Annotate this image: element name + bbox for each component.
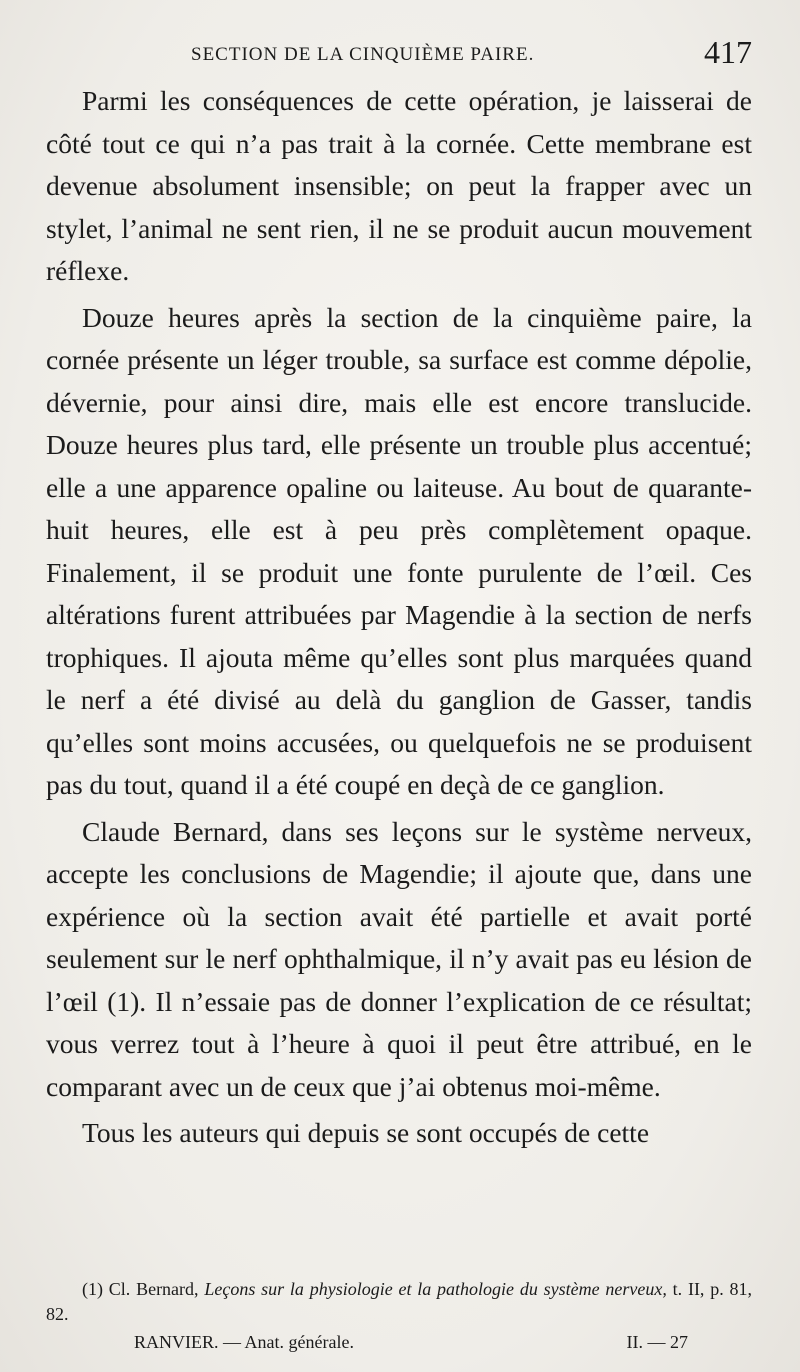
footnote — [46, 1277, 752, 1327]
gathering-mark: II. — 27 — [626, 1332, 688, 1352]
footnote-title: Leçons sur la physiologie et la pathologie du système nerveux, — [204, 1279, 667, 1299]
footnote-reference: t. II, p. 81, 82. — [46, 1279, 753, 1324]
body-text — [46, 80, 752, 1159]
paragraph: Tous les auteurs qui depuis se sont occupés de cette — [82, 1117, 650, 1148]
paragraph: Douze heures après la section de la cinquième paire, la cornée présente un léger trouble, sa surface est comme dépolie, dévernie, pour ainsi dire, mais elle est encore translucide. Douze heures plus tard, elle présente un trouble plus accentué; elle a une apparence opaline ou laiteuse. Au bout de quarante-huit heures, elle est à peu près complètement opaque. Finalement, il se produit une fonte purulente de l’œil. Ces altérations furent attribuées par Magendie à la section de nerfs trophiques. Il ajouta même qu’elles sont plus marquées quand le nerf a été divisé au delà du ganglion de Gasser, tandis qu’elles sont moins accusées, ou quelquefois ne se produisent pas du tout, quand il a été coupé en deçà de ce ganglion. — [46, 301, 752, 800]
footnote-marker: (1) Cl. Bernard, — [82, 1279, 199, 1299]
page-number: 417 — [704, 34, 752, 70]
signature-mark: RANVIER. — Anat. générale. — [134, 1332, 354, 1352]
page-footer — [134, 1332, 688, 1358]
paragraph: Claude Bernard, dans ses leçons sur le système nerveux, accepte les conclusions de Magendie; il ajoute que, dans une expérience où la section avait été partielle et avait porté seulement sur le nerf ophthalmique, il n’y avait pas eu lésion de l’œil (1). Il n’essaie pas de donner l’explication de ce résultat; vous verrez tout à l’heure à quoi il peut être attribué, en le comparant avec un de ceux que j’ai obtenus moi-même. — [46, 815, 752, 1102]
running-title: SECTION DE LA CINQUIÈME PAIRE. — [191, 44, 535, 65]
paragraph: Parmi les conséquences de cette opération, je laisserai de côté tout ce qui n’a pas trait à la cornée. Cette membrane est devenue absolument insensible; on peut la frapper avec un stylet, l’animal ne sent rien, il ne se produit aucun mouvement réflexe. — [46, 85, 752, 286]
page-header — [46, 34, 752, 74]
